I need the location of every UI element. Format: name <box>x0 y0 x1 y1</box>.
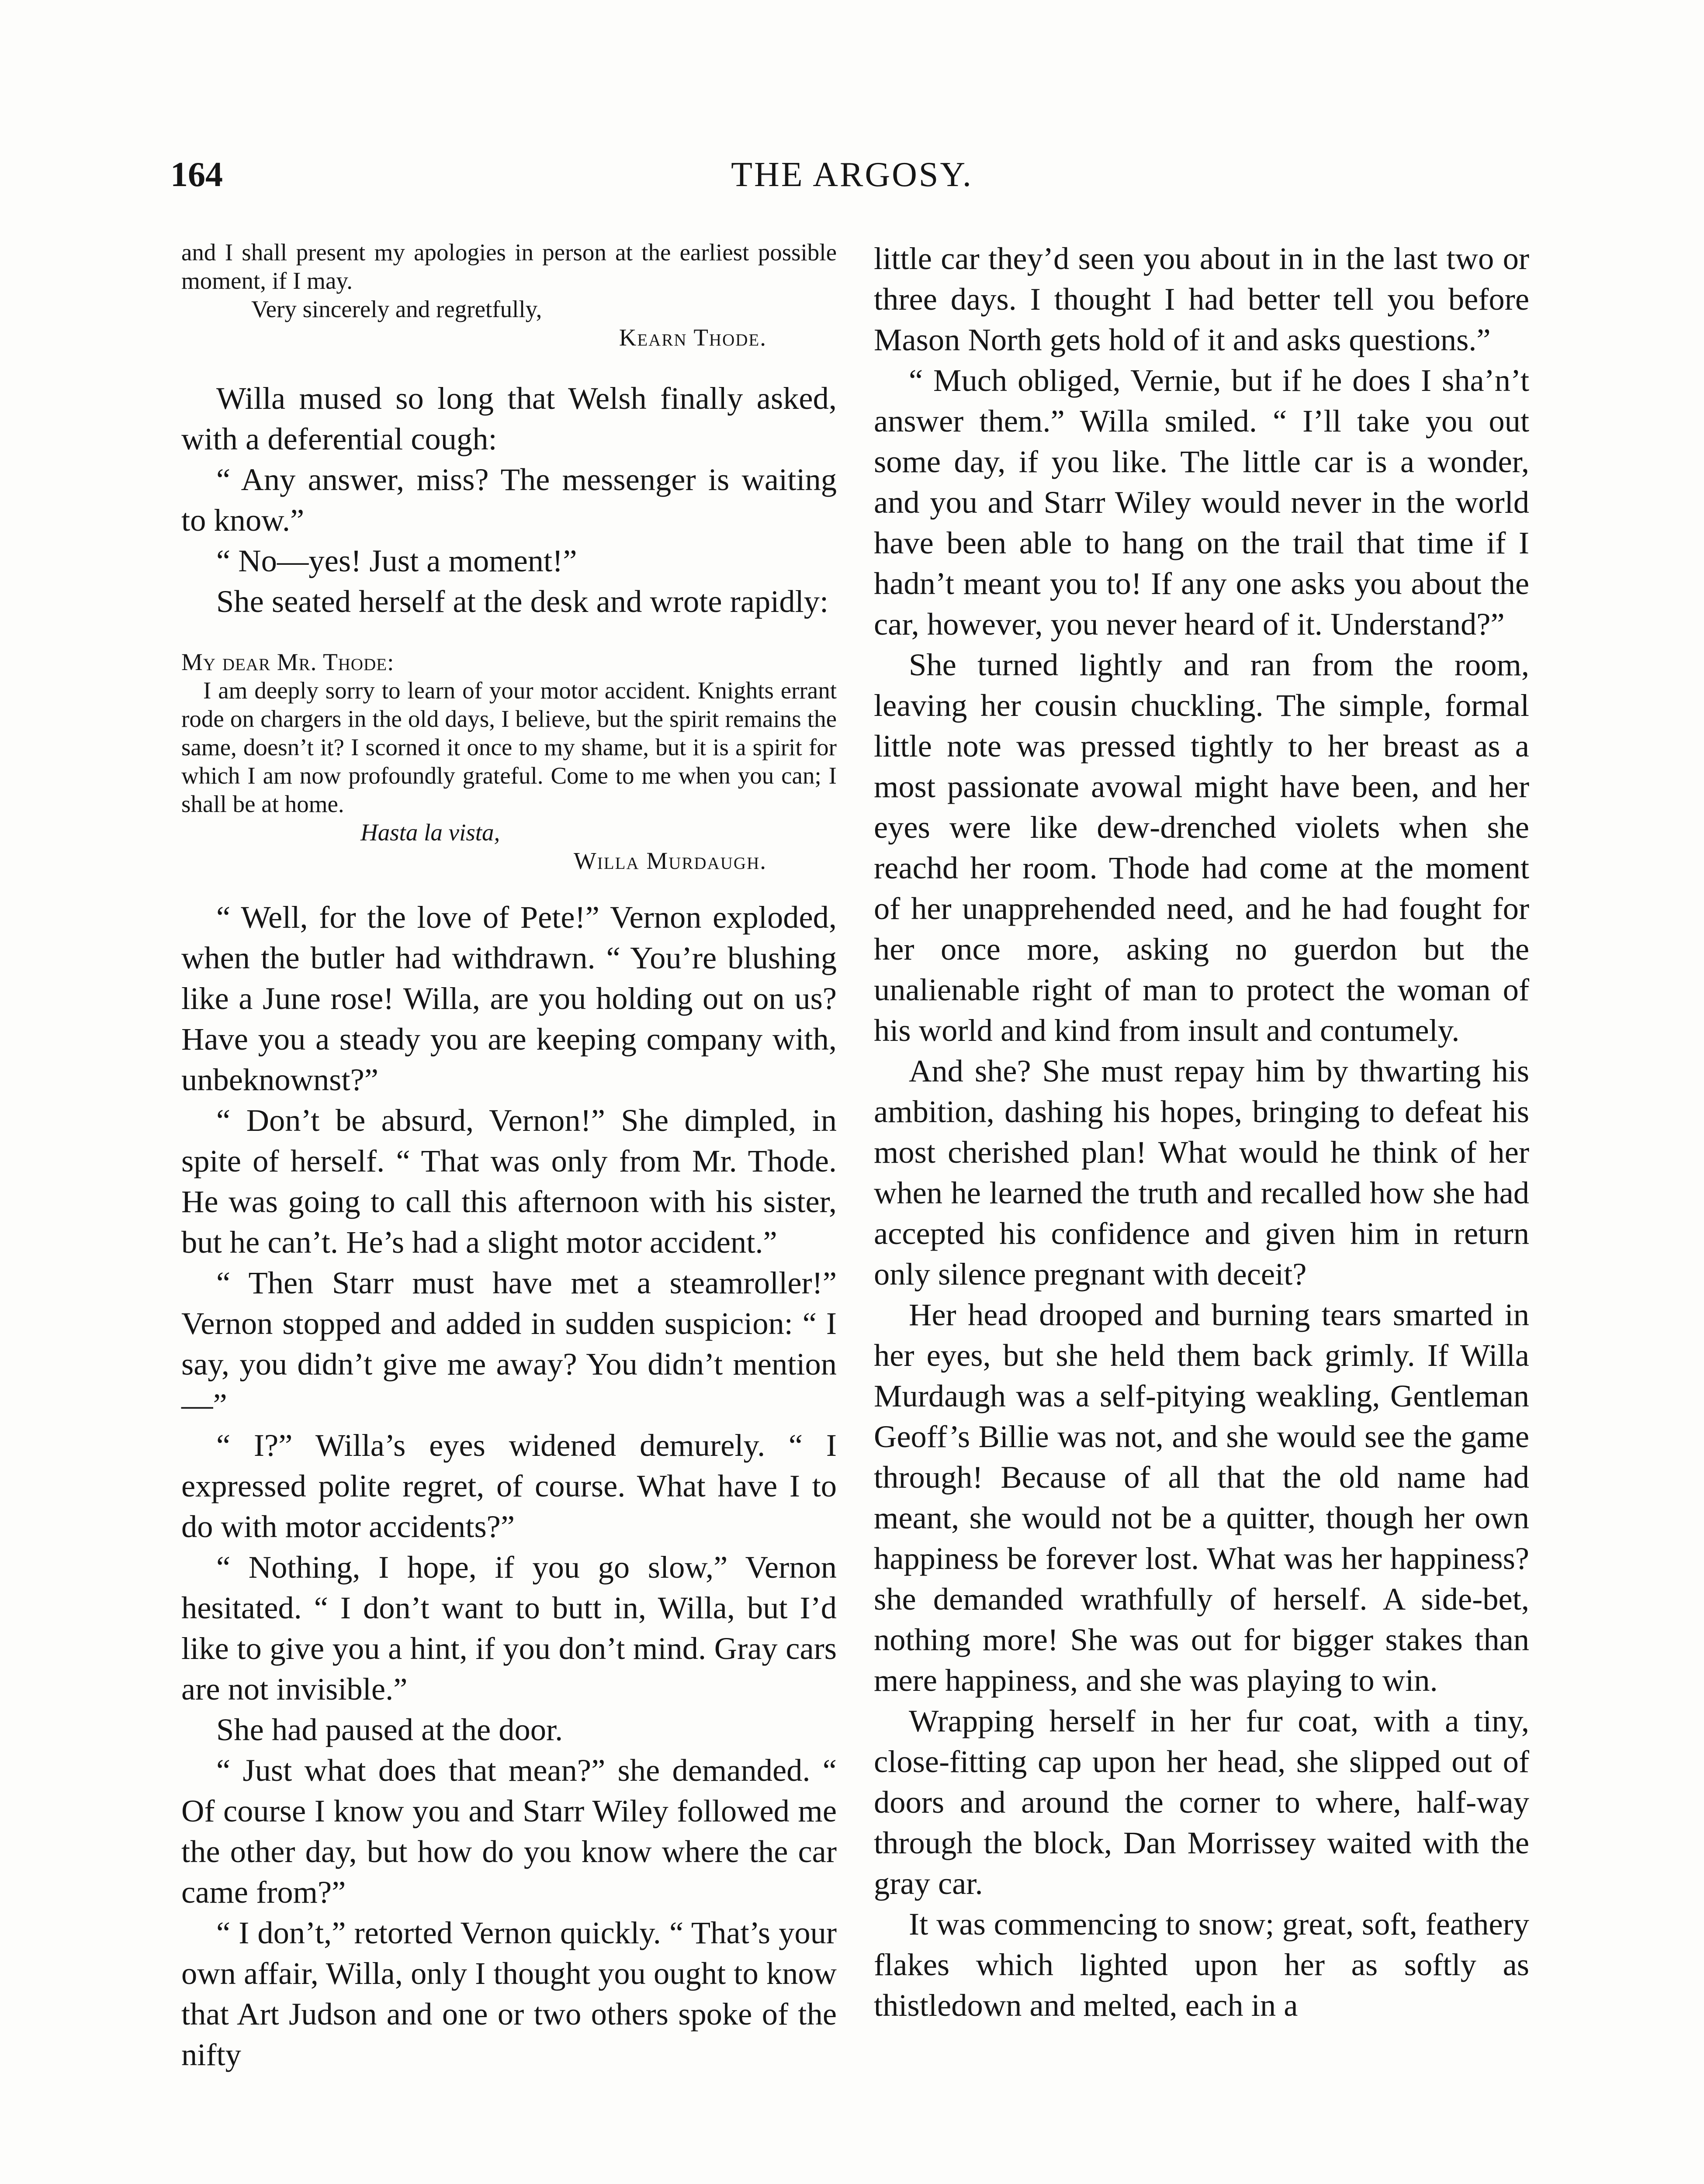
paragraph: It was commencing to snow; great, soft, feathery flakes which lighted upon her as softly as thistledown and melted, each in a <box>874 1906 1529 2023</box>
paragraph: “ Well, for the love of Pete!” Vernon exploded, when the butler had withdrawn. “ You’re blushing like a June rose! Willa, are you holding out on us? Have you a steady you are keeping company with, unbeknownst?” <box>181 899 837 1097</box>
paragraph: little car they’d seen you about in in the last two or three days. I thought I had better tell you before Mason North gets hold of it and asks questions.” <box>874 241 1529 357</box>
paragraph: “ Don’t be absurd, Vernon!” She dimpled, in spite of herself. “ That was only from Mr. Thode. He was going to call this afternoon with his sister, but he can’t. He’s had a slight motor accident.” <box>181 1102 837 1260</box>
running-title: THE ARGOSY. <box>731 156 973 194</box>
letter-closing: Very sincerely and regretfully, <box>251 296 542 322</box>
letter-signature: Willa Murdaugh. <box>573 847 767 874</box>
reply-letter <box>181 648 837 875</box>
left-column <box>181 238 837 2075</box>
paragraph: “ Much obliged, Vernie, but if he does I sha’n’t answer them.” Willa smiled. “ I’ll take you out some day, if you like. The little car is a wonder, and you and Starr Wiley would never in the world have been able to hang on the trail that time if I hadn’t meant you to! If any one asks you about the car, however, you never heard of it. Understand?” <box>874 363 1529 642</box>
paragraph: And she? She must repay him by thwarting his ambition, dashing his hopes, bringing to defeat his most cherished plan! What would he think of her when he learned the truth and recalled how she had accepted his confidence and given him in return only silence pregnant with deceit? <box>874 1053 1529 1292</box>
letter-ending <box>181 238 837 352</box>
paragraph: “ Nothing, I hope, if you go slow,” Vernon hesitated. “ I don’t want to butt in, Willa, but I’d like to give you a hint, if you don’t mind. Gray cars are not invisible.” <box>181 1549 837 1707</box>
letter-text: and I shall present my apologies in person at the earliest possible moment, if I may. <box>181 239 837 294</box>
paragraph: She turned lightly and ran from the room, leaving her cousin chuckling. The simple, formal little note was pressed tightly to her breast as a most passionate avowal might have been, and her eyes were like dew-drenched violets when she reachd her room. Thode had come at the moment of her unapprehended need, and he had fought for her once more, asking no guerdon but the unalienable right of man to protect the woman of his world and kind from insult and contumely. <box>874 647 1529 1048</box>
letter-closing: Hasta la vista, <box>360 819 500 846</box>
paragraph: “ Then Starr must have met a steamroller!” Vernon stopped and added in sudden suspicion: “ I say, you didn’t give me away? You didn’t mention—” <box>181 1265 837 1422</box>
paragraph: “ Just what does that mean?” she demanded. “ Of course I know you and Starr Wiley followed me the other day, but how do you know where the car came from?” <box>181 1752 837 1910</box>
paragraph: Her head drooped and burning tears smarted in her eyes, but she held them back grimly. If Willa Murdaugh was a self-pitying weakling, Gentleman Geoff’s Billie was not, and she would see the game through! Because of all that the old name had meant, she would not be a quitter, though her own happiness be forever lost. What was her happiness? she demanded wrathfully of herself. A side-bet, nothing more! She was out for bigger stakes than mere happiness, and she was playing to win. <box>874 1297 1529 1698</box>
letter-body: I am deeply sorry to learn of your motor accident. Knights errant rode on chargers in the old days, I believe, but the spirit remains the same, doesn’t it? I scorned it once to my shame, but it is a spirit for which I am now profoundly grateful. Come to me when you can; I shall be at home. <box>181 677 837 817</box>
paragraph: Willa mused so long that Welsh finally asked, with a deferential cough: <box>181 380 837 456</box>
paragraph: “ I?” Willa’s eyes widened demurely. “ I expressed polite regret, of course. What have I to do with motor accidents?” <box>181 1427 837 1544</box>
paragraph: She had paused at the door. <box>216 1712 563 1747</box>
letter-salutation: My dear Mr. Thode: <box>181 649 395 675</box>
right-column <box>874 238 1529 2025</box>
paragraph: “ I don’t,” retorted Vernon quickly. “ That’s your own affair, Willa, only I thought you ought to know that Art Judson and one or two others spoke of the nifty <box>181 1915 837 2072</box>
letter-signature: Kearn Thode. <box>619 324 767 351</box>
paragraph: Wrapping herself in her fur coat, with a tiny, close-fitting cap upon her head, she slipped out of doors and around the corner to where, half-way through the block, Dan Morrissey waited with the gray car. <box>874 1703 1529 1901</box>
paragraph: She seated herself at the desk and wrote rapidly: <box>216 584 829 619</box>
paragraph: “ No—yes! Just a moment!” <box>216 543 577 578</box>
page-number: 164 <box>170 156 223 194</box>
page-header <box>0 157 1704 210</box>
paragraph: “ Any answer, miss? The messenger is waiting to know.” <box>181 462 837 538</box>
